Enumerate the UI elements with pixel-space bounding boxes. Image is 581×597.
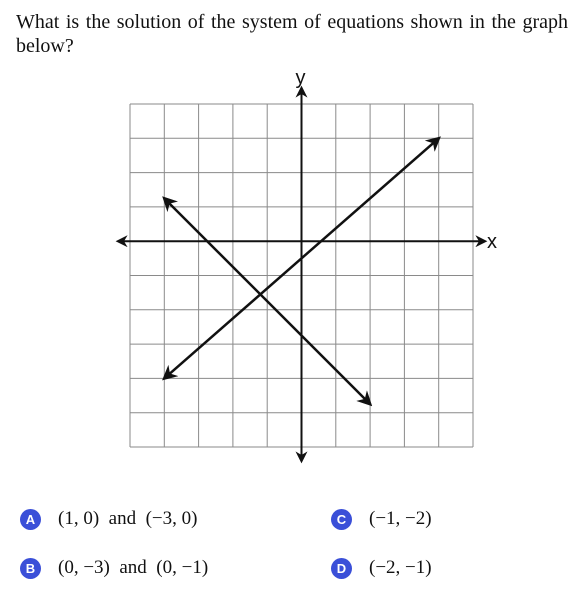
choice-letter-badge-c: C [331,509,352,530]
choice-letter-badge-d: D [331,558,352,579]
choice-letter-badge-a: A [20,509,41,530]
answer-choice-c[interactable] [331,507,432,531]
answer-choice-a[interactable] [20,507,197,531]
choice-text-b: (0, −3) and (0, −1) [58,557,209,578]
choice-text-d: (−2, −1) [369,557,432,578]
y-axis-label: y [295,67,306,89]
graph-line-2 [164,198,370,404]
question-text: What is the solution of the system of equations shown in the graph below? [16,11,568,57]
choice-text-c: (−1, −2) [369,508,432,529]
answer-choice-b[interactable] [20,556,208,580]
choice-text-a: (1, 0) and (−3, 0) [58,508,198,529]
choice-letter-badge-b: B [20,558,41,579]
x-axis-label: x [487,231,497,254]
answer-choice-d[interactable] [331,556,432,580]
graph-line-1 [164,138,438,378]
